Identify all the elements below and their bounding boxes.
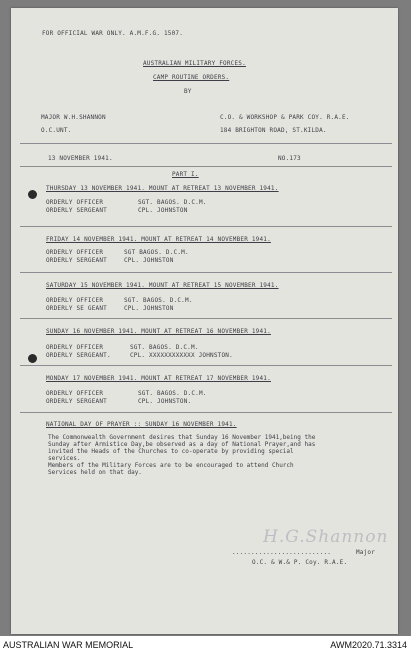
org-heading: AUSTRALIAN MILITARY FORCES. bbox=[143, 60, 246, 67]
orderly-sergeant-label: ORDERLY SERGEANT. bbox=[46, 352, 111, 359]
orderly-officer-label: ORDERLY OFFICER bbox=[46, 199, 104, 206]
orderly-sergeant-value: CPL. JOHNSTON bbox=[124, 305, 174, 312]
section-rule bbox=[20, 412, 392, 413]
day-heading: THURSDAY 13 NOVEMBER 1941. MOUNT AT RETREAT 13 NOVEMBER 1941. bbox=[46, 185, 279, 192]
day-heading: MONDAY 17 NOVEMBER 1941. MOUNT AT RETREAT 17 NOVEMBER 1941. bbox=[46, 375, 271, 382]
section-rule bbox=[20, 226, 392, 227]
orderly-officer-label: ORDERLY OFFICER bbox=[46, 297, 104, 304]
header-rule bbox=[20, 143, 392, 144]
orderly-sergeant-label: ORDERLY SE GEANT bbox=[46, 305, 107, 312]
officer-rank: O.C.UNT. bbox=[41, 127, 72, 134]
prayer-paragraph: The Commonwealth Government desires that Sunday 16 November 1941,being the Sunday after Armistice Day,be observed as a day of National Prayer,and has invited the Heads of the Churches to co-operate by providing special services. Members of the Military Forces are to be encouraged to attend Church Services held on that day. bbox=[48, 434, 316, 476]
orderly-officer-label: ORDERLY OFFICER bbox=[46, 390, 104, 397]
orderly-sergeant-value: CPL. XXXXXXXXXXXX JOHNSTON. bbox=[130, 352, 233, 359]
orderly-officer-value: SGT. BAGOS. D.C.M. bbox=[130, 344, 199, 351]
orderly-officer-value: SGT. BAGOS. D.C.M. bbox=[138, 199, 207, 206]
footer-accession-number: AWM2020.71.3314 bbox=[330, 640, 407, 650]
day-heading: SATURDAY 15 NOVEMBER 1941. MOUNT AT RETREAT 15 NOVEMBER 1941. bbox=[46, 282, 279, 289]
orderly-sergeant-value: CPL. JOHNSTON bbox=[138, 207, 188, 214]
orderly-sergeant-label: ORDERLY SERGEANT bbox=[46, 398, 107, 405]
orderly-officer-value: SGT. BAGOS. D.C.M. bbox=[138, 390, 207, 397]
unit-name: C.O. & WORKSHOP & PARK COY. R.A.E. bbox=[220, 114, 350, 121]
section-rule bbox=[20, 318, 392, 319]
part-heading: PART I. bbox=[172, 171, 199, 178]
orderly-officer-label: ORDERLY OFFICER bbox=[46, 249, 104, 256]
classification-line: FOR OFFICIAL WAR ONLY. A.M.F.G. 1507. bbox=[42, 30, 184, 37]
by-label: BY bbox=[184, 88, 192, 95]
order-date: 13 NOVEMBER 1941. bbox=[48, 155, 113, 162]
footer-institution: AUSTRALIAN WAR MEMORIAL bbox=[3, 640, 134, 650]
punch-hole bbox=[28, 354, 37, 363]
officer-name: MAJOR W.H.SHANNON bbox=[41, 114, 106, 121]
day-heading: FRIDAY 14 NOVEMBER 1941. MOUNT AT RETREAT 14 NOVEMBER 1941. bbox=[46, 236, 271, 243]
signature-dotted-line: .......................... bbox=[232, 549, 332, 556]
unit-address: 184 BRIGHTON ROAD, ST.KILDA. bbox=[220, 127, 327, 134]
order-number: NO.173 bbox=[278, 155, 301, 162]
signature-rank: Major bbox=[356, 549, 376, 556]
signature-unit: O.C. & W.& P. Coy. R.A.E. bbox=[252, 559, 348, 566]
orderly-sergeant-label: ORDERLY SERGEANT bbox=[46, 257, 107, 264]
orderly-sergeant-value: CPL. JOHNSTON bbox=[124, 257, 174, 264]
orderly-sergeant-value: CPL. JOHNSTON. bbox=[138, 398, 192, 405]
punch-hole bbox=[28, 190, 37, 199]
day-heading: SUNDAY 16 NOVEMBER 1941. MOUNT AT RETREAT 16 NOVEMBER 1941. bbox=[46, 328, 271, 335]
orderly-officer-value: SGT BAGOS. D.C.M. bbox=[124, 249, 189, 256]
date-rule bbox=[20, 166, 392, 167]
orderly-officer-value: SGT. BAGOS. D.C.M. bbox=[124, 297, 193, 304]
section-rule bbox=[20, 365, 392, 366]
section-rule bbox=[20, 272, 392, 273]
orderly-sergeant-label: ORDERLY SERGEANT bbox=[46, 207, 107, 214]
prayer-heading: NATIONAL DAY OF PRAYER :: SUNDAY 16 NOVEMBER 1941. bbox=[46, 421, 237, 428]
orderly-officer-label: ORDERLY OFFICER bbox=[46, 344, 104, 351]
archive-footer bbox=[0, 636, 411, 653]
document-title: CAMP ROUTINE ORDERS. bbox=[153, 74, 230, 81]
signature-handwritten: H.G.Shannon bbox=[263, 527, 389, 547]
